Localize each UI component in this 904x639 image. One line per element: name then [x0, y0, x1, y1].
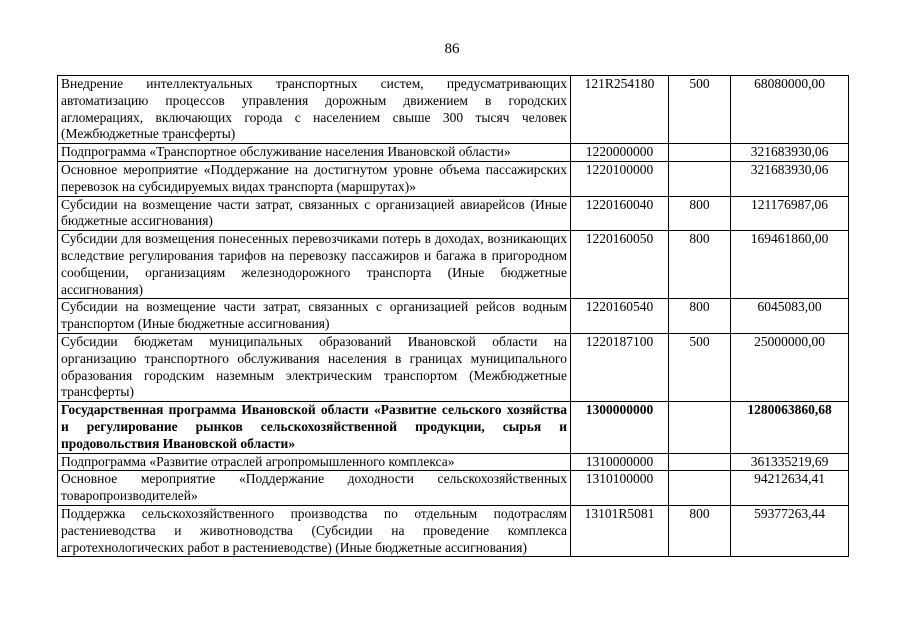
amount-cell: 121176987,06: [731, 196, 849, 231]
amount-cell: 94212634,41: [731, 471, 849, 506]
target-code-cell: 1310000000: [571, 453, 669, 471]
expense-type-cell: [669, 471, 731, 506]
expense-type-cell: [669, 453, 731, 471]
table-row: [58, 333, 849, 401]
expense-name-cell: Основное мероприятие «Поддержание на достигнутом уровне объема пассажирских перевозок на субсидируемых видах транспорта (маршрутах)»: [58, 161, 571, 196]
target-code-cell: 1310100000: [571, 471, 669, 506]
budget-table-body: [58, 76, 849, 557]
target-code-cell: 1220187100: [571, 333, 669, 401]
target-code-cell: 1220000000: [571, 144, 669, 162]
amount-cell: 68080000,00: [731, 76, 849, 144]
table-row: [58, 144, 849, 162]
table-row: [58, 76, 849, 144]
amount-cell: 361335219,69: [731, 453, 849, 471]
expense-name-cell: Поддержка сельскохозяйственного производства по отдельным подотраслям растениеводства и животноводства (Субсидии на проведение комплекса агротехнологических работ в растениеводстве) (Иные бюджетные ассигнования): [58, 505, 571, 556]
table-row: [58, 196, 849, 231]
expense-name-cell: Субсидии на возмещение части затрат, связанных с организацией авиарейсов (Иные бюджетные ассигнования): [58, 196, 571, 231]
target-code-cell: 1220160050: [571, 231, 669, 299]
target-code-cell: 121R254180: [571, 76, 669, 144]
expense-type-cell: 800: [669, 196, 731, 231]
table-row: [58, 299, 849, 334]
expense-name-cell: Субсидии для возмещения понесенных перевозчиками потерь в доходах, возникающих вследствие регулирования тарифов на перевозку пассажиров и багажа в пригородном сообщении, организациям железнодорожного транспорта (Иные бюджетные ассигнования): [58, 231, 571, 299]
budget-table: [57, 75, 849, 557]
expense-type-cell: [669, 144, 731, 162]
target-code-cell: 1220100000: [571, 161, 669, 196]
amount-cell: 1280063860,68: [731, 402, 849, 453]
target-code-cell: 1300000000: [571, 402, 669, 453]
table-row: [58, 505, 849, 556]
expense-type-cell: 800: [669, 505, 731, 556]
amount-cell: 321683930,06: [731, 144, 849, 162]
expense-type-cell: 800: [669, 299, 731, 334]
expense-name-cell: Подпрограмма «Развитие отраслей агропромышленного комплекса»: [58, 453, 571, 471]
expense-name-cell: Подпрограмма «Транспортное обслуживание населения Ивановской области»: [58, 144, 571, 162]
expense-name-cell: Государственная программа Ивановской области «Развитие сельского хозяйства и регулирование рынков сельскохозяйственной продукции, сырья и продовольствия Ивановской области»: [58, 402, 571, 453]
table-row: [58, 161, 849, 196]
expense-name-cell: Основное мероприятие «Поддержание доходности сельскохозяйственных товаропроизводителей»: [58, 471, 571, 506]
table-row: [58, 231, 849, 299]
expense-type-cell: 500: [669, 333, 731, 401]
target-code-cell: 13101R5081: [571, 505, 669, 556]
table-row: [58, 471, 849, 506]
expense-type-cell: 800: [669, 231, 731, 299]
expense-name-cell: Внедрение интеллектуальных транспортных систем, предусматривающих автоматизацию процессов управления дорожным движением в городских агломерациях, включающих города с населением свыше 300 тысяч человек (Межбюджетные трансферты): [58, 76, 571, 144]
target-code-cell: 1220160040: [571, 196, 669, 231]
amount-cell: 169461860,00: [731, 231, 849, 299]
amount-cell: 25000000,00: [731, 333, 849, 401]
expense-name-cell: Субсидии бюджетам муниципальных образований Ивановской области на организацию транспортного обслуживания населения в границах муниципального образования городским наземным электрическим транспортом (Межбюджетные трансферты): [58, 333, 571, 401]
amount-cell: 6045083,00: [731, 299, 849, 334]
table-row: [58, 453, 849, 471]
page-number: 86: [444, 41, 460, 57]
table-row: [58, 402, 849, 453]
expense-name-cell: Субсидии на возмещение части затрат, связанных с организацией рейсов водным транспортом (Иные бюджетные ассигнования): [58, 299, 571, 334]
expense-type-cell: [669, 402, 731, 453]
expense-type-cell: [669, 161, 731, 196]
amount-cell: 321683930,06: [731, 161, 849, 196]
target-code-cell: 1220160540: [571, 299, 669, 334]
amount-cell: 59377263,44: [731, 505, 849, 556]
expense-type-cell: 500: [669, 76, 731, 144]
